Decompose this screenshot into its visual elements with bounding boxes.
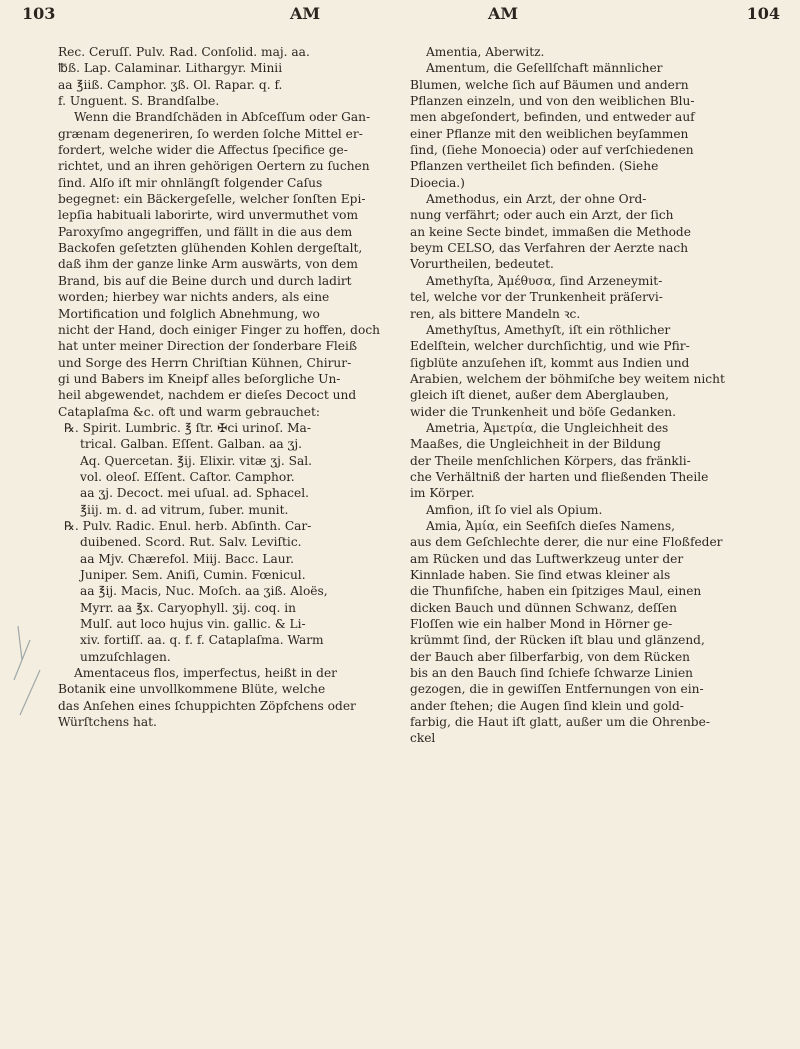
text-line: f. Unguent. S. Brandſalbe. [58,94,220,109]
text-line: fordert, welche wider die Affectus ſpecifice ge- [58,143,348,158]
text-line: an keine Secte bindet, immaßen die Methode [410,224,691,239]
recipe-line: ℞. Pulv. Radic. Enul. herb. Abſinth. Car- [64,518,312,533]
text-line: nicht der Hand, doch einiger Finger zu hoffen, doch [58,322,380,337]
recipe-line: vol. oleoſ. Eſſent. Caſtor. Camphor. [80,469,295,484]
recipe-line: aa Mjv. Chærefol. Miij. Bacc. Laur. [80,551,295,566]
text-line: Floſſen wie ein halber Mond in Hörner ge- [410,617,673,632]
entry-line: Amentia, Aberwitz. [426,45,545,59]
text-line: aus dem Geſchlechte derer, die nur eine Floßfeder [410,535,723,550]
text-line: Arabien, welchem der böhmiſche bey weitem nicht [410,371,725,386]
text-line: Pflanzen einzeln, und von den weiblichen Blu- [410,94,695,109]
recipe-line: ℥iij. m. d. ad vitrum, ſuber. munit. [80,502,289,517]
text-line: Mortification und folglich Abnehmung, wo [58,306,320,321]
text-line: daß ihm der ganze linke Arm auswärts, von dem [58,257,358,272]
recipe-line: duibened. Scord. Rut. Salv. Leviſtic. [80,535,302,550]
entry-line: Amentaceus flos, imperfectus, heißt in der [74,666,337,681]
text-line: nung verfährt; oder auch ein Arzt, der ſich [410,208,674,223]
text-line: bis an den Bauch ſind ſchiefe ſchwarze Linien [410,666,694,681]
text-line: ſind, (ſiehe Monoecia) oder auf verſchiedenen [410,143,694,158]
recipe-line: aa ʒj. Decoct. mei uſual. ad. Sphacel. [80,486,309,501]
text-line: die Thunfiſche, haben ein ſpitziges Maul, einen [410,584,702,599]
text-line: Blumen, welche ſich auf Bäumen und andern [410,77,689,92]
recipe-line: umzuſchlagen. [80,649,171,664]
right-column [410,44,750,747]
text-line: Wenn die Brandſchäden in Abſceſſum oder Gan- [74,110,371,125]
text-line: im Körper. [410,486,475,501]
recipe-line: aa ℥ij. Macis, Nuc. Moſch. aa ʒiß. Aloës, [80,584,328,599]
text-line: der Bauch aber ſilberfarbig, von dem Rücken [410,649,691,664]
entry-line: Amethodus, ein Arzt, der ohne Ord- [426,192,647,207]
text-line: einer Pflanze mit den weiblichen beyſammen [410,126,689,141]
right-page-number: 104 [746,4,780,23]
text-line: Vorurtheilen, bedeutet. [410,257,554,272]
text-line: Cataplaſma &c. oft und warm gebrauchet: [58,404,320,419]
text-line: richtet, und an ihren gehörigen Oertern zu ſuchen [58,159,370,174]
text-line: ckel [410,731,436,746]
text-line: der Theile menſchlichen Körpers, das fränkli- [410,453,691,468]
text-line: dicken Bauch und dünnen Schwanz, deſſen [410,600,677,615]
text-line: Paroxyſmo angegriffen, und fällt in die aus dem [58,224,353,239]
entry-line: Amentum, die Geſellſchaft männlicher [426,61,663,76]
right-running-abbrev: AM [488,4,519,23]
text-line: gi und Babers im Kneipf alles beſorgliche Un- [58,371,341,386]
text-line: begegnet: ein Bäckergeſelle, welcher ſonſten Epi- [58,192,366,207]
left-running-abbrev: AM [290,4,321,23]
text-line: gezogen, die in gewiſſen Entfernungen von ein- [410,682,704,697]
text-line: Kinnlade haben. Sie ſind etwas kleiner als [410,568,671,582]
text-line: ren, als bittere Mandeln ꝛc. [410,306,581,321]
entry-line: Amethyſta, Ἀμέθυσα, ſind Arzeneymit- [426,273,663,288]
recipe-line: trical. Galban. Eſſent. Galban. aa ʒj. [80,437,303,452]
recipe-line: xiv. fortiſſ. aa. q. f. f. Cataplaſma. Warm [80,633,324,648]
text-line: Botanik eine unvollkommene Blüte, welche [58,682,326,697]
entry-line: Amfion, iſt ſo viel als Opium. [426,502,603,517]
left-column [58,44,390,730]
entry-line: Ametria, Ἀμετρία, die Ungleichheit des [426,420,669,435]
text-line: Würſtchens hat. [58,715,157,730]
text-line: und Sorge des Herrn Chriſtian Kühnen, Chirur- [58,355,352,370]
margin-ink-marks [0,620,60,740]
text-line: grænam degeneriren, ſo werden ſolche Mittel er- [58,126,363,141]
recipe-line: Juniper. Sem. Aniſi, Cumin. Fœnicul. [80,568,306,582]
text-line: Rec. Ceruſſ. Pulv. Rad. Conſolid. maj. aa. [58,45,310,59]
text-line: Pflanzen vertheilet ſich befinden. (Siehe [410,159,659,174]
text-line: das Anſehen eines ſchuppichten Zöpfchens oder [58,698,356,713]
text-line: wider die Trunkenheit und böſe Gedanken. [410,404,676,419]
text-line: farbig, die Haut iſt glatt, außer um die Ohrenbe- [410,715,710,730]
text-line: hat unter meiner Direction der ſonderbare Fleiß [58,339,358,354]
text-line: ſind. Alſo iſt mir ohnlängſt folgender Caſus [58,175,323,190]
text-line: ℔ß. Lap. Calaminar. Lithargyr. Minii [58,61,283,76]
text-line: Backofen geſetzten glühenden Kohlen dergeſtalt, [58,241,363,256]
recipe-line: Aq. Quercetan. ℥ij. Elixir. vitæ ʒj. Sal. [80,453,312,468]
text-line: krümmt ſind, der Rücken iſt blau und glänzend, [410,633,705,648]
text-line: ander ſtehen; die Augen ſind klein und gold- [410,698,684,713]
text-line: Edelſtein, welcher durchſichtig, und wie Pfir- [410,339,690,354]
running-header [20,4,780,30]
text-line: Brand, bis auf die Beine durch und durch ladirt [58,273,352,288]
text-line: beym CELSO, das Verfahren der Aerzte nach [410,241,689,256]
text-line: worden; hierbey war nichts anders, als eine [58,290,330,305]
text-line: men abgeſondert, befinden, und entweder auf [410,110,695,125]
recipe-line: Mulſ. aut loco hujus vin. gallic. & Li- [80,617,306,632]
text-line: Maaßes, die Ungleichheit in der Bildung [410,437,661,452]
text-line: heil abgewendet, nachdem er dieſes Decoct und [58,388,357,403]
text-line: che Verhältniß der harten und fließenden Theile [410,469,709,484]
recipe-line: Myrr. aa ℥x. Caryophyll. ʒij. coq. in [80,600,296,615]
text-line: ſigblüte anzuſehen iſt, kommt aus Indien und [410,355,690,370]
entry-line: Amia, Ἀμία, ein Seefiſch dieſes Namens, [426,518,675,533]
text-line: tel, welche vor der Trunkenheit präſervi- [410,290,663,305]
text-line: aa ℥iiß. Camphor. ʒß. Ol. Rapar. q. f. [58,77,283,92]
text-line: Dioecia.) [410,175,465,190]
left-page-number: 103 [22,4,56,23]
text-line: am Rücken und das Luftwerkzeug unter der [410,551,684,566]
text-line: lepſia habituali laborirte, wird unvermuthet vom [58,208,359,223]
recipe-line: ℞. Spirit. Lumbric. ℥ ſtr. ✠ci urinoſ. Ma- [64,420,311,435]
text-line: gleich iſt dienet, außer dem Aberglauben, [410,388,669,403]
entry-line: Amethyſtus, Amethyſt, iſt ein röthlicher [426,322,671,337]
